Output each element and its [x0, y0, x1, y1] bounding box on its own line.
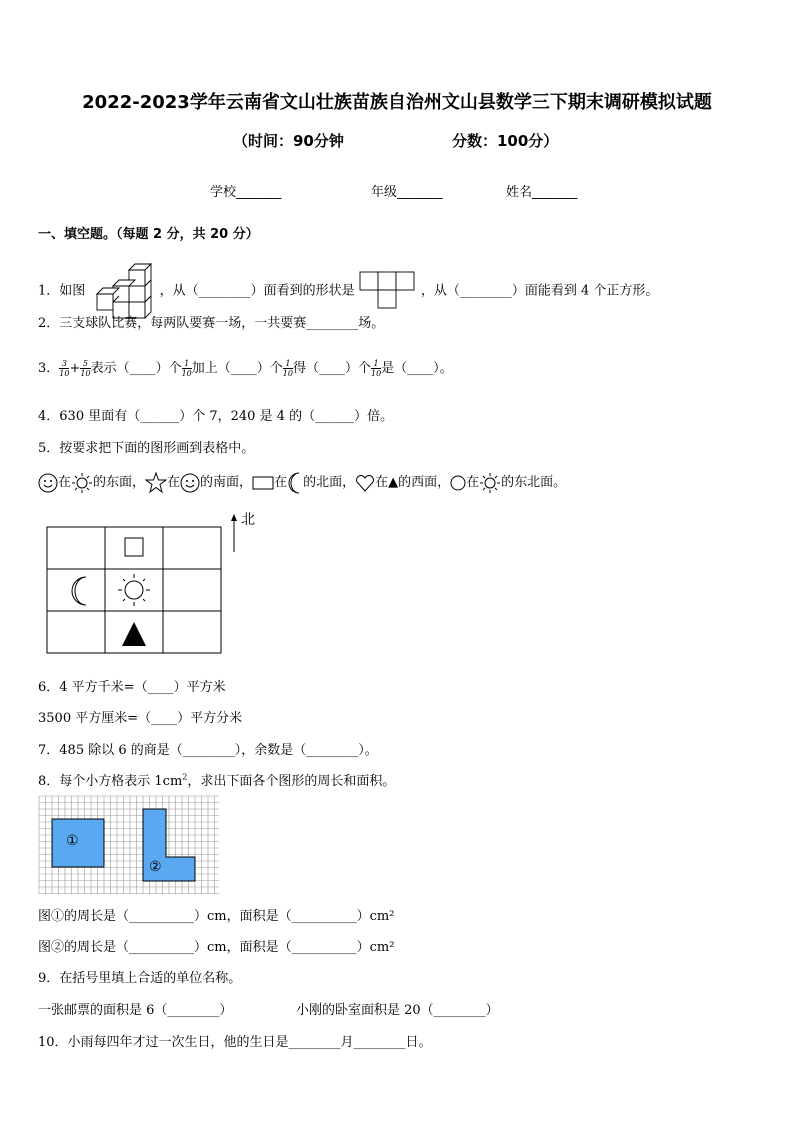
exam-score: 分数：100分）	[452, 132, 559, 150]
question-2: 2．三支球队比赛，每两队要赛一场，一共要赛________场。	[38, 316, 385, 331]
question-3: 3． $\frac{3}{10}$ + $\frac{5}{10}$ 表示（____）个 $\frac{1}{10}$ 加上（____）个 $\frac{1}{10}$ 得（____）个 $\frac{1}{10}$ 是（____）。	[38, 359, 453, 378]
question-8-answer-2: 图②的周长是（__________）cm，面积是（__________）cm²	[38, 940, 395, 955]
question-5: 5．按要求把下面的图形画到表格中。	[38, 441, 255, 456]
section-heading: 一、填空题。（每题 2 分，共 20 分）	[38, 227, 259, 242]
shape-1-label: ①	[66, 833, 79, 849]
circle-icon	[450, 475, 466, 491]
sun-icon	[71, 472, 93, 494]
star-icon	[145, 472, 167, 494]
shape-2-label: ②	[149, 859, 162, 875]
fraction: $\frac{1}{10}$	[181, 359, 192, 378]
rectangle-icon	[252, 476, 274, 490]
question-6a: 6．4 平方千米=（____）平方米	[38, 680, 226, 695]
question-5-rules: 在 的东面， 在 的南面， 在 的北面， 在▲的西面， 在 的东北面。	[38, 471, 566, 494]
question-1: 1．如图 ，从（________）面看到的形状是 ，从（________）面能看到 4 个正方形。	[38, 262, 658, 320]
direction-grid	[44, 510, 264, 660]
view-shape-figure	[359, 271, 417, 311]
question-8-answer-1: 图①的周长是（__________）cm，面积是（__________）cm²	[38, 909, 395, 924]
north-label: 北	[241, 512, 255, 528]
area-grid-figure	[38, 795, 220, 895]
grade-field: 年级_______	[371, 185, 443, 200]
sun-icon	[479, 472, 501, 494]
fraction: $\frac{1}{10}$	[370, 359, 382, 378]
question-9: 9．在括号里填上合适的单位名称。	[38, 971, 242, 986]
smiley-icon	[38, 473, 58, 493]
question-10: 10．小雨每四年才过一次生日，他的生日是________月________日。	[38, 1035, 432, 1050]
question-6b: 3500 平方厘米=（____）平方分米	[38, 711, 243, 726]
fraction: $\frac{3}{10}$	[59, 359, 70, 378]
question-4: 4．630 里面有（______）个 7，240 是 4 的（______）倍。	[38, 409, 394, 424]
smiley-icon	[180, 473, 200, 493]
question-9b: 小刚的卧室面积是 20（________）	[296, 1003, 499, 1018]
page-title: 2022-2023学年云南省文山壮族苗族自治州文山县数学三下期末调研模拟试题	[82, 92, 712, 113]
name-field: 姓名_______	[506, 185, 578, 200]
moon-icon	[287, 472, 303, 494]
question-9a: 一张邮票的面积是 6（________）	[38, 1003, 233, 1018]
fraction: $\frac{5}{10}$	[80, 359, 91, 378]
heart-icon	[355, 474, 375, 492]
question-8: 8．每个小方格表示 $1cm^2$，求出下面各个图形的周长和面积。	[38, 772, 396, 789]
question-7: 7．485 除以 6 的商是（________），余数是（________）。	[38, 743, 378, 758]
exam-time: （时间：90分钟	[233, 132, 344, 150]
school-field: 学校_______	[210, 185, 282, 200]
fraction: $\frac{1}{10}$	[282, 359, 293, 378]
